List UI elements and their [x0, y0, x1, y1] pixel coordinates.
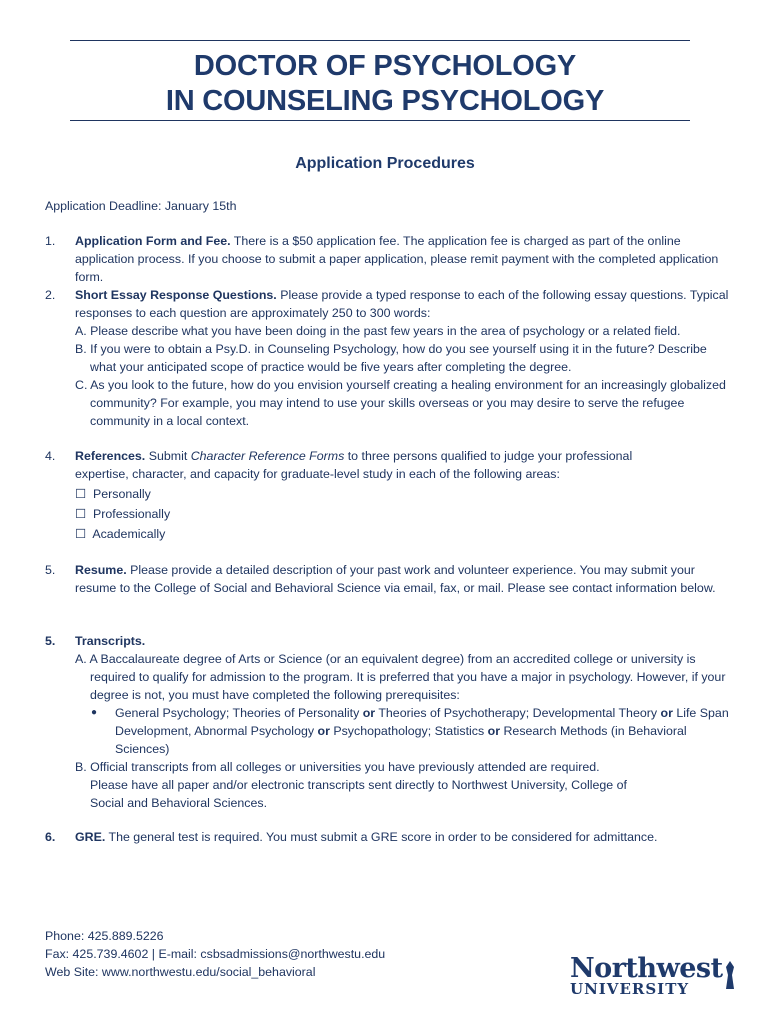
item-heading: Short Essay Response Questions.	[75, 288, 277, 302]
transcript-requirement-b: B. Official transcripts from all colleges or universities you have previously attended are required.	[75, 760, 600, 774]
item-number: 4.	[45, 449, 56, 463]
prereq-text: Psychopathology; Statistics	[329, 724, 488, 738]
item-heading: GRE.	[75, 830, 106, 844]
prereq-or: or	[487, 724, 501, 738]
page-title-line1: DOCTOR OF PSYCHOLOGY	[193, 50, 577, 82]
item-text: to three persons qualified to judge your professional expertise, character, and capacity for graduate-level study in each of the following areas:	[75, 449, 633, 481]
application-deadline: Application Deadline: January 15th	[45, 199, 237, 213]
transcript-instructions: Please have all paper and/or electronic transcripts sent directly to Northwest University, College of Social and Behavioral Sciences.	[90, 778, 627, 810]
check-professionally	[75, 504, 675, 524]
check-label: Professionally	[93, 507, 171, 521]
item-number: 5.	[45, 563, 56, 577]
item-heading: Application Form and Fee.	[75, 234, 231, 248]
prereq-text: General Psychology; Theories of Personality	[115, 706, 363, 720]
logo-line2: UNIVERSITY	[570, 980, 690, 998]
check-academically	[75, 524, 675, 544]
item-number: 2.	[45, 288, 56, 302]
essay-question-a: A. Please describe what you have been doing in the past few years in the area of psychology or a related field.	[75, 324, 681, 338]
contact-phone: Phone: 425.889.5226	[45, 929, 164, 943]
item-number: 1.	[45, 234, 56, 248]
prereq-or: or	[660, 706, 673, 720]
check-label: Academically	[92, 527, 166, 541]
prereq-or: or	[317, 724, 330, 738]
essay-question-b: B. If you were to obtain a Psy.D. in Counseling Psychology, how do you see yourself using it in the future? Describe what your anticipated scope of practice would be five years after completing the degree.	[75, 342, 707, 374]
item-heading: References.	[75, 449, 146, 463]
prereq-text: Research Methods (in Behavioral Sciences)	[115, 724, 687, 756]
item-transcripts	[75, 632, 735, 812]
item-heading: Transcripts.	[75, 634, 146, 648]
top-rule	[70, 40, 690, 41]
item-resume	[75, 561, 735, 597]
item-text: Please provide a typed response to each of the following essay questions. Typical responses to each question are approximately 250 to 300 words:	[75, 288, 729, 320]
reference-form-name: Character Reference Forms	[190, 449, 345, 463]
essay-question-c: C. As you look to the future, how do you envision yourself creating a healing environment for an increasingly globalized community? For example, you may intend to use your skills overseas or you may desire to serve the refugee community in a local context.	[75, 378, 726, 428]
page-title-line2: IN COUNSELING PSYCHOLOGY	[165, 85, 605, 117]
item-short-essay	[75, 286, 735, 430]
item-application-form	[75, 232, 735, 286]
check-personally	[75, 484, 675, 504]
checkbox-icon: ☐	[75, 527, 87, 541]
check-label: Personally	[93, 487, 151, 501]
logo-line1: Northwest	[570, 953, 723, 984]
item-gre	[75, 828, 735, 846]
item-text: There is a $50 application fee. The application fee is charged as part of the online application process. If you choose to submit a paper application, please remit payment with the completed application form.	[75, 234, 719, 284]
bullet-icon: ●	[91, 707, 98, 718]
item-number: 5.	[45, 634, 56, 648]
prereq-or: or	[362, 706, 376, 720]
bottom-rule	[70, 120, 690, 121]
item-heading: Resume.	[75, 563, 127, 577]
contact-website: Web Site: www.northwestu.edu/social_behavioral	[45, 965, 316, 979]
transcript-requirement-a: A. A Baccalaureate degree of Arts or Science (or an equivalent degree) from an accredited college or university is required to qualify for admission to the program. It is preferred that you have a major in psychology. However, if your degree is not, you must have completed the following prerequisites:	[75, 652, 726, 702]
item-references	[75, 447, 675, 544]
item-number: 6.	[45, 830, 56, 844]
prereq-text: Theories of Psychotherapy; Developmental Theory	[375, 706, 661, 720]
checkbox-icon: ☐	[75, 487, 87, 501]
item-text: Submit	[145, 449, 191, 463]
northwest-university-logo	[570, 955, 735, 997]
prerequisite-list	[75, 704, 735, 758]
item-text: The general test is required. You must submit a GRE score in order to be considered for admittance.	[105, 830, 658, 844]
item-text: Please provide a detailed description of your past work and volunteer experience. You may submit your resume to the College of Social and Behavioral Science via email, fax, or mail. Please see contact information below.	[75, 563, 716, 595]
prereq-text: Life Span Development, Abnormal Psychology	[115, 706, 729, 738]
section-subtitle: Application Procedures	[295, 155, 475, 172]
checkbox-icon: ☐	[75, 507, 87, 521]
logo-flame-icon	[725, 961, 735, 989]
contact-fax-email: Fax: 425.739.4602 | E-mail: csbsadmissions@northwestu.edu	[45, 947, 386, 961]
